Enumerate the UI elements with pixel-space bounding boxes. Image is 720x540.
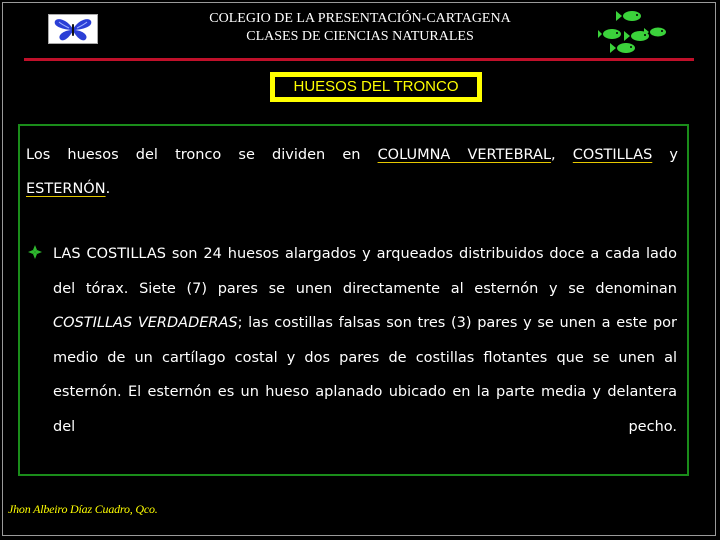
intro-separator: ,: [551, 147, 573, 163]
link-costillas[interactable]: COSTILLAS: [572, 147, 653, 163]
butterfly-icon: [48, 14, 98, 44]
school-name: COLEGIO DE LA PRESENTACIÓN-CARTAGENA: [209, 11, 511, 26]
school-header: [140, 10, 580, 46]
link-esternon[interactable]: ESTERNÓN: [26, 181, 106, 197]
link-columna-vertebral[interactable]: COLUMNA VERTEBRAL: [377, 147, 552, 163]
intro-and: y: [652, 147, 678, 163]
diamond-bullet-icon: [28, 244, 42, 258]
intro-text: Los huesos del tronco se dividen en: [26, 147, 378, 163]
course-name: CLASES DE CIENCIAS NATURALES: [246, 29, 474, 44]
intro-end: .: [105, 181, 111, 197]
author-credit: Jhon Albeiro Díaz Cuadro, Qco.: [8, 502, 158, 516]
bullet-lead: LAS COSTILLAS: [53, 246, 166, 262]
header-divider: [24, 58, 694, 61]
costillas-paragraph: [53, 237, 677, 444]
title-box: [270, 72, 482, 102]
bullet-text-1: son 24 huesos alargados y arqueados distribuidos doce a cada lado del tórax. Siete (7) pares se unen directamente al esternón y se denominan: [53, 246, 677, 297]
intro-last-line: [26, 172, 678, 206]
intro-paragraph: [26, 138, 678, 206]
bullet-text-2: ; las costillas falsas son tres (3) pares y se unen a este por medio de un cartílago costal y dos pares de costillas flotantes que se unen al esternón. El esternón es un hueso aplanado ubicado en la parte media y delantera del pecho.: [53, 315, 677, 435]
page-title: HUESOS DEL TRONCO: [275, 77, 477, 97]
fish-school-icon: [598, 6, 670, 56]
bullet-italic-term: COSTILLAS VERDADERAS: [53, 315, 238, 331]
